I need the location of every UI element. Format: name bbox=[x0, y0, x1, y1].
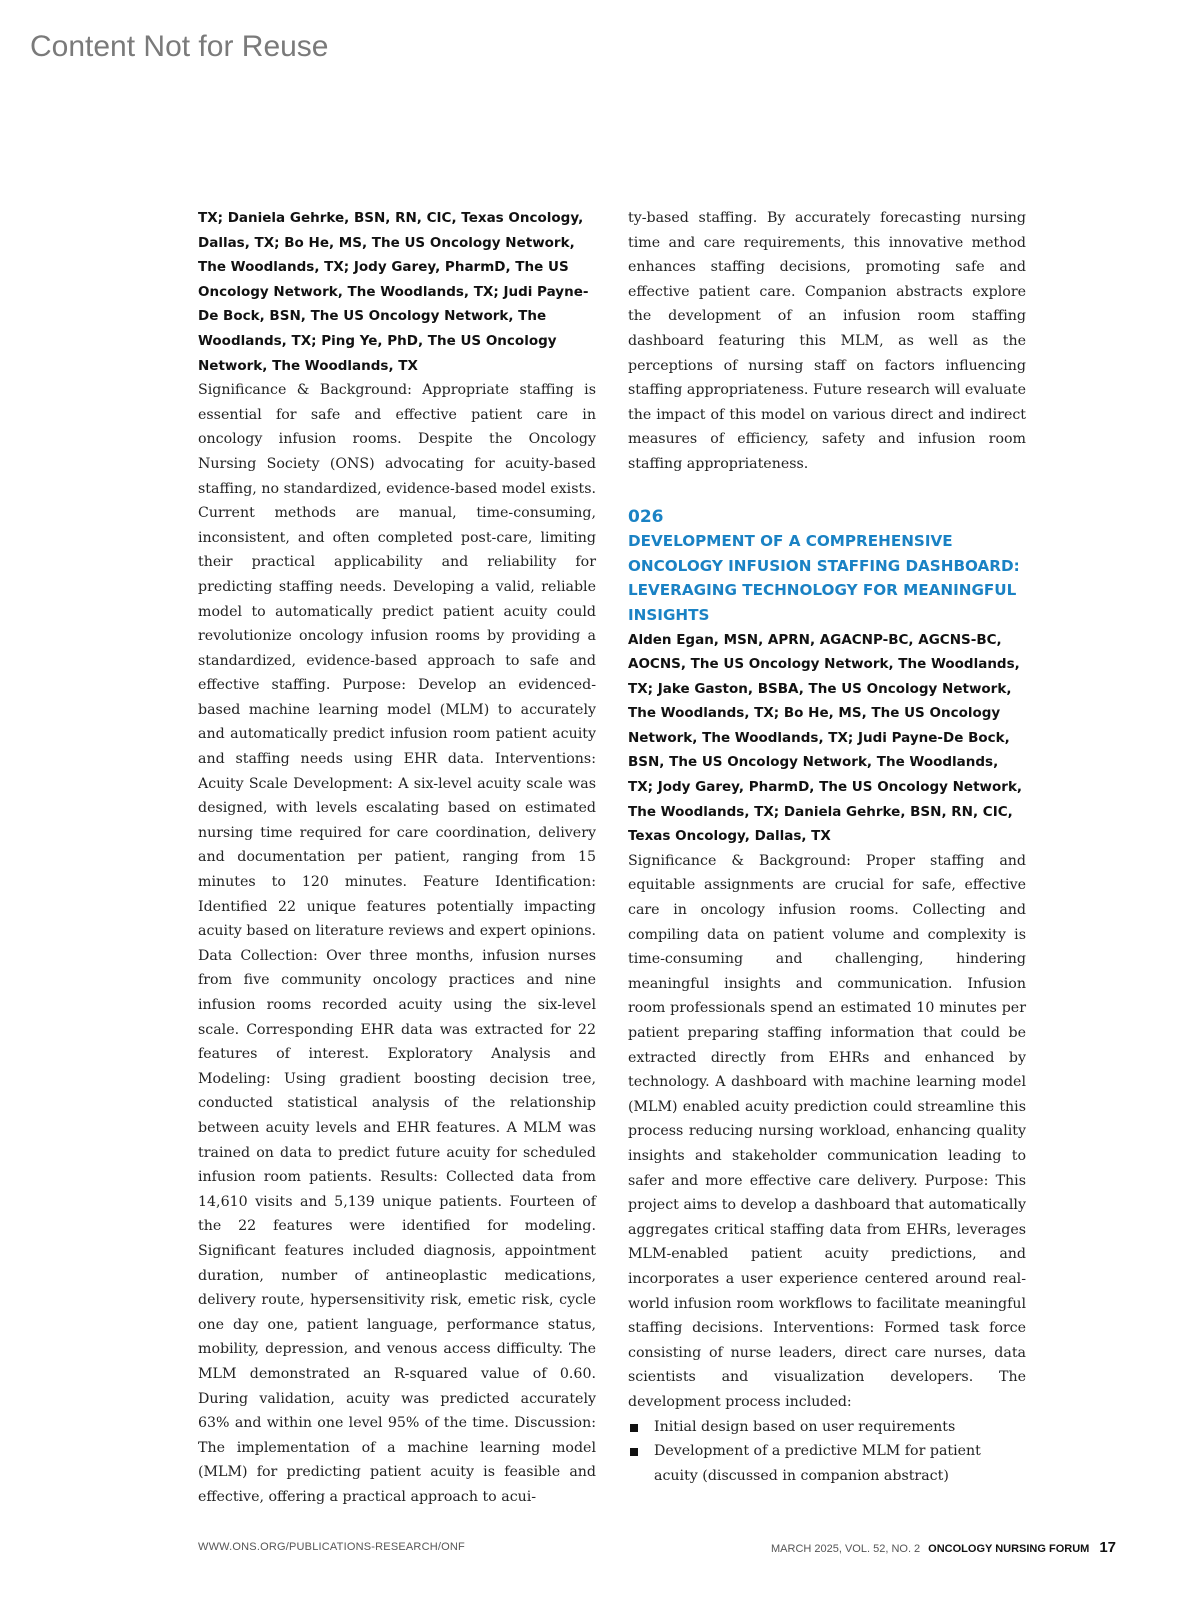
abstract-authors-continued: TX; Daniela Gehrke, BSN, RN, CIC, Texas Oncology, Dallas, TX; Bo He, MS, The US Oncology Network, The Woodlands, TX; Jody Garey, PharmD, The US Oncology Network, The Woodlands, TX; Judi Payne-De Bock, BSN, The US Oncology Network, The Woodlands, TX; Ping Ye, PhD, The US Oncology Network, The Woodlands, TX bbox=[198, 210, 589, 374]
abstract-body: Significance & Background: Proper staffing and equitable assignments are crucial for safe, effective care in oncology infusion rooms. Collecting and compiling data on patient volume and complexity is time-consuming and challenging, hindering meaningful insights and communication. Infusion room professionals spend an estimated 10 minutes per patient preparing staffing information that could be extracted directly from EHRs and enhanced by technology. A dashboard with machine learning model (MLM) enabled acuity prediction could streamline this process reducing nursing workload, enhancing quality insights and stakeholder communication leading to safer and more effective care delivery. Purpose: This project aims to develop a dashboard that automatically aggregates critical staffing data from EHRs, leverages MLM-enabled patient acuity predictions, and incorporates a user experience centered around real-world infusion room workflows to facilitate meaningful staffing decisions. Interventions: Formed task force consisting of nurse leaders, direct care nurses, data scientists and visualization developers. The development process included: bbox=[628, 852, 1026, 1410]
list-item bbox=[628, 1415, 1026, 1440]
footer-citation bbox=[771, 1539, 1116, 1557]
page-footer bbox=[198, 1539, 1116, 1559]
footer-journal-name: ONCOLOGY NURSING FORUM bbox=[928, 1543, 1090, 1555]
square-bullet-icon bbox=[630, 1424, 638, 1432]
list-item-text: Development of a predictive MLM for patient acuity (discussed in companion abstract) bbox=[654, 1443, 981, 1484]
abstract-body-part-1: Significance & Background: Appropriate staffing is essential for safe and effective patient care in oncology infusion rooms. Despite the Oncology Nursing Society (ONS) advocating for acuity-based staffing, no standardized, evidence-based model exists. Current methods are manual, time-consuming, inconsistent, and often completed post-care, limiting their practical applicability and reliability for predicting staffing needs. Developing a valid, reliable model to automatically predict patient acuity could revolutionize oncology infusion rooms by providing a standardized, evidence-based approach to safe and effective staffing. Purpose: Develop an evidenced-based machine learning model (MLM) to accurately and automatically predict infusion room patient acuity and staffing needs using EHR data. Interventions: Acuity Scale Development: A six-level acuity scale was designed, with levels escalating based on estimated nursing time required for care coordination, delivery and documentation per patient, ranging from 15 minutes to 120 minutes. Feature Identification: Identified 22 unique features potentially impacting acuity based on literature reviews and expert opinions. Data Collection: Over three months, infusion nurses from five community oncology practices and nine infusion rooms recorded acuity using the six-level scale. Corresponding EHR data was extracted for 22 features of interest. Exploratory Analysis and Modeling: Using gradient boosting decision tree, conducted statistical analysis of the relationship between acuity levels and EHR features. A MLM was trained on data to predict future acuity for scheduled infusion room patients. Results: Collected data from 14,610 visits and 5,139 unique patients. Fourteen of the 22 features were identified for modeling. Significant features included diagnosis, appointment duration, number of antineoplastic medications, delivery route, hypersensitivity risk, emetic risk, cycle one day one, patient language, performance status, mobility, depression, and venous access difficulty. The MLM demonstrated an R-squared value of 0.60. During validation, acuity was predicted accurately 63% and within one level 95% of the time. Discussion: The implementation of a machine learning model (MLM) for predicting patient acuity is feasible and effective, offering a practical approach to acui- bbox=[198, 382, 596, 1505]
watermark: Content Not for Reuse bbox=[30, 30, 329, 63]
footer-url: WWW.ONS.ORG/PUBLICATIONS-RESEARCH/ONF bbox=[198, 1541, 465, 1553]
abstract-body-part-2: ty-based staffing. By accurately forecasting nursing time and care requirements, this innovative method enhances staffing decisions, promoting safe and effective patient care. Companion abstracts explore the development of an infusion room staffing dashboard featuring this MLM, as well as the perceptions of nursing staff on factors influencing staffing appropriateness. Future research will evaluate the impact of this model on various direct and indirect measures of efficiency, safety and infusion room staffing appropriateness. bbox=[628, 210, 1026, 472]
list-item-text: Initial design based on user requirements bbox=[654, 1418, 956, 1435]
abstract-authors: Alden Egan, MSN, APRN, AGACNP-BC, AGCNS-BC, AOCNS, The US Oncology Network, The Woodlands, TX; Jake Gaston, BSBA, The US Oncology Network, The Woodlands, TX; Bo He, MS, The US Oncology Network, The Woodlands, TX; Judi Payne-De Bock, BSN, The US Oncology Network, The Woodlands, TX; Jody Garey, PharmD, The US Oncology Network, The Woodlands, TX; Daniela Gehrke, BSN, RN, CIC, Texas Oncology, Dallas, TX bbox=[628, 631, 1023, 845]
footer-issue: MARCH 2025, VOL. 52, NO. 2 bbox=[771, 1543, 921, 1555]
right-column bbox=[628, 206, 1026, 1488]
bullet-list bbox=[628, 1415, 1026, 1489]
abstract-number: 026 bbox=[628, 506, 664, 527]
square-bullet-icon bbox=[630, 1448, 638, 1456]
list-item bbox=[628, 1439, 1026, 1488]
left-column bbox=[198, 206, 596, 1509]
abstract-title: DEVELOPMENT OF A COMPREHENSIVE ONCOLOGY INFUSION STAFFING DASHBOARD: LEVERAGING TECHNOLOGY FOR MEANINGFUL INSIGHTS bbox=[628, 532, 1020, 624]
page-number: 17 bbox=[1099, 1539, 1116, 1556]
